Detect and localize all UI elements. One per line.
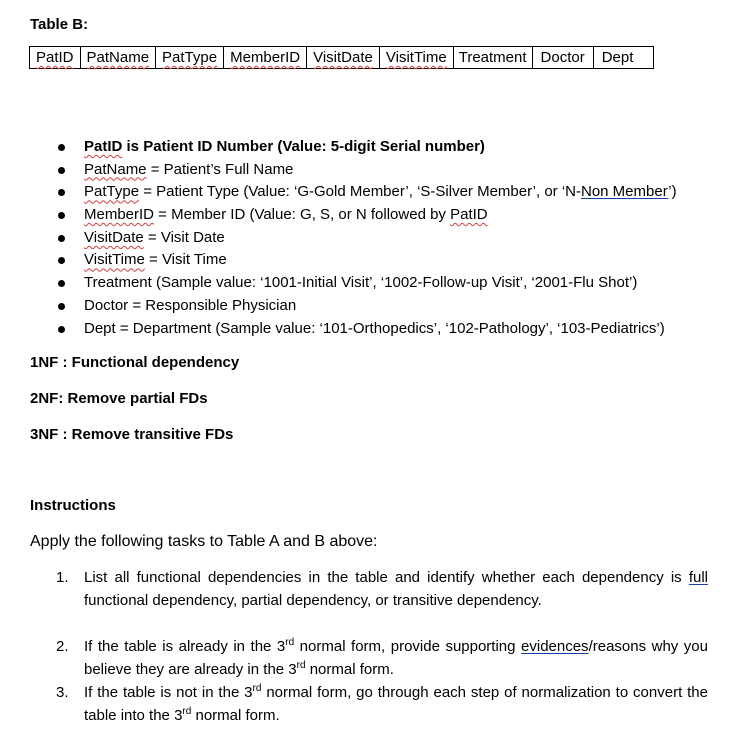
list-item: 1. List all functional dependencies in the table and identify whether each dependency is full functional dependency, partial dependency, or transitive dependency. xyxy=(56,569,708,609)
bullet-icon xyxy=(58,257,65,264)
column-header: PatID xyxy=(30,47,81,69)
column-header: MemberID xyxy=(224,47,307,69)
column-header: PatType xyxy=(156,47,224,69)
column-header: Dept xyxy=(593,47,654,69)
nf-heading-1: 1NF : Functional dependency xyxy=(30,354,240,371)
bullet-icon xyxy=(58,280,65,287)
table-title: Table B: xyxy=(30,16,89,33)
task-list-2 xyxy=(56,635,708,727)
list-item: PatID is Patient ID Number (Value: 5-digit Serial number) xyxy=(56,136,677,159)
bullet-icon xyxy=(58,303,65,310)
bullet-icon xyxy=(58,144,65,151)
table-b-header xyxy=(29,46,654,69)
list-item: Dept = Department (Sample value: ‘101-Orthopedics’, ‘102-Pathology’, ‘103-Pediatrics’) xyxy=(56,318,677,341)
bullet-icon xyxy=(58,235,65,242)
bullet-icon xyxy=(58,212,65,219)
list-item: PatType = Patient Type (Value: ‘G-Gold Member’, ‘S-Silver Member’, or ‘N-Non Member’) xyxy=(56,181,677,204)
column-header: VisitDate xyxy=(307,47,380,69)
list-item: VisitDate = Visit Date xyxy=(56,227,677,250)
list-item: PatName = Patient’s Full Name xyxy=(56,159,677,182)
nf-heading-3: 3NF : Remove transitive FDs xyxy=(30,426,234,443)
bullet-icon xyxy=(58,189,65,196)
column-header: PatName xyxy=(80,47,156,69)
list-item: VisitTime = Visit Time xyxy=(56,249,677,272)
task-list-1 xyxy=(56,566,708,612)
list-item: 2. If the table is already in the 3rd normal form, provide supporting evidences/reasons why you believe they are already in the 3rd normal form. xyxy=(56,637,708,678)
column-header: VisitTime xyxy=(379,47,453,69)
list-item: 3. If the table is not in the 3rd normal form, go through each step of normalization to convert the table into the 3rd normal form. xyxy=(56,683,708,724)
instructions-title: Instructions xyxy=(30,497,116,514)
list-item: MemberID = Member ID (Value: G, S, or N followed by PatID xyxy=(56,204,677,227)
instructions-intro: Apply the following tasks to Table A and B above: xyxy=(30,533,378,550)
definition-list xyxy=(56,136,677,340)
column-header: Doctor xyxy=(532,47,593,69)
list-item: Doctor = Responsible Physician xyxy=(56,295,677,318)
bullet-icon xyxy=(58,326,65,333)
list-item: Treatment (Sample value: ‘1001-Initial Visit’, ‘1002-Follow-up Visit’, ‘2001-Flu Shot’) xyxy=(56,272,677,295)
column-header: Treatment xyxy=(453,47,532,69)
nf-heading-2: 2NF: Remove partial FDs xyxy=(30,390,208,407)
bullet-icon xyxy=(58,167,65,174)
